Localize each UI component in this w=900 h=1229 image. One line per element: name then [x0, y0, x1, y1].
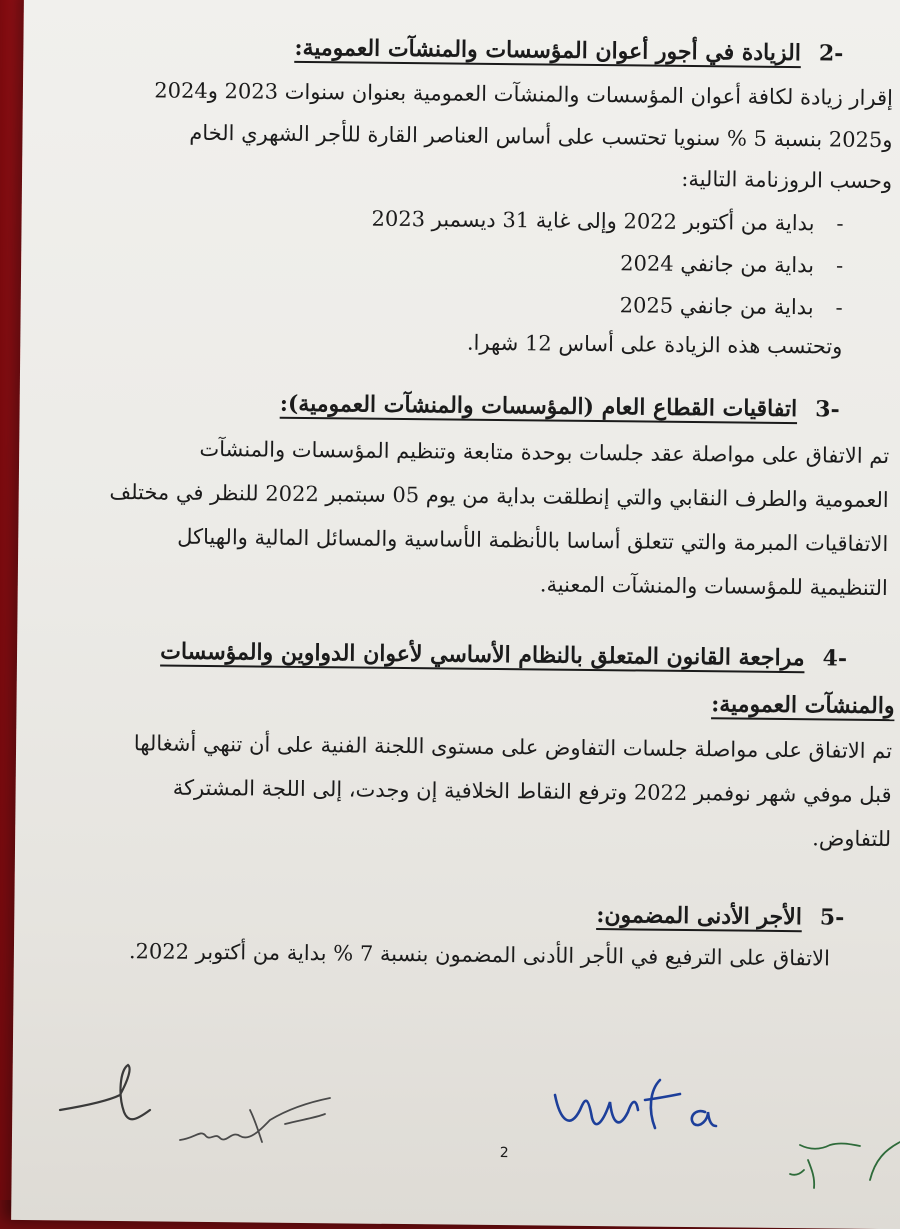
paragraph-line: التنظيمية للمؤسسات والمنشآت المعنية.: [539, 572, 888, 601]
section-3-heading: -3اتفاقيات القطاع العام (المؤسسات والمنشآت العمومية):: [279, 390, 840, 423]
signature-blue: [555, 1080, 716, 1128]
page-number: 2: [499, 1145, 509, 1162]
paragraph-line: تم الاتفاق على مواصلة عقد جلسات بوحدة متابعة وتنظيم المؤسسات والمنشآت: [199, 436, 890, 469]
paragraph-line: للتفاوض.: [812, 826, 892, 852]
document-page: [11, 0, 900, 1229]
paragraph-line: وتحتسب هذه الزيادة على أساس 12 شهرا.: [466, 330, 843, 359]
section-5-heading: -5الأجر الأدنى المضمون:: [596, 902, 845, 931]
section-title: الزيادة في أجور أعوان المؤسسات والمنشآت العمومية:: [294, 34, 802, 67]
section-number: -2: [818, 40, 844, 67]
signature-bottom-right: [790, 1142, 900, 1188]
paragraph-line: العمومية والطرف النقابي والتي إنطلقت بداية من يوم 05 سبتمبر 2022 للنظر في مختلف: [109, 479, 889, 513]
signatures: [0, 1050, 900, 1200]
section-title: الأجر الأدنى المضمون:: [596, 902, 803, 931]
list-item: -بداية من جانفي 2025: [619, 293, 843, 320]
signature-left: [60, 1065, 150, 1119]
paragraph-line: الاتفاقيات المبرمة والتي تتعلق أساسا بالأنظمة الأساسية والمسائل المالية والهياكل: [177, 524, 889, 557]
list-item: -بداية من أكتوبر 2022 وإلى غاية 31 ديسمبر 2023: [371, 206, 844, 236]
signature-middle: [180, 1098, 330, 1142]
paragraph-line: قبل موفي شهر نوفمبر 2022 وترفع النقاط الخلافية إن وجدت، إلى اللجة المشتركة: [172, 775, 892, 808]
page-content: [11, 0, 900, 1199]
paragraph-line: وحسب الروزنامة التالية:: [681, 166, 893, 194]
section-title: اتفاقيات القطاع العام (المؤسسات والمنشآت العمومية):: [279, 390, 798, 423]
section-title: مراجعة القانون المتعلق بالنظام الأساسي لأعوان الدواوين والمؤسسات: [160, 638, 805, 672]
list-item: -بداية من جانفي 2024: [620, 251, 844, 278]
paragraph-line: و2025 بنسبة 5 % سنويا تحتسب على أساس العناصر القارة للأجر الشهري الخام: [189, 120, 893, 153]
section-4-heading-continued: والمنشآت العمومية:: [711, 691, 895, 720]
paragraph-line: الاتفاق على الترفيع في الأجر الأدنى المضمون بنسبة 7 % بداية من أكتوبر 2022.: [128, 939, 831, 971]
paragraph-line: إقرار زيادة لكافة أعوان المؤسسات والمنشآت العمومية بعنوان سنوات 2023 و2024: [154, 78, 894, 111]
paragraph-line: تم الاتفاق على مواصلة جلسات التفاوض على مستوى اللجنة الفنية على أن تنهي أشغالها: [133, 731, 893, 764]
section-2-heading: [294, 35, 843, 67]
section-4-heading: -4مراجعة القانون المتعلق بالنظام الأساسي لأعوان الدواوين والمؤسسات: [160, 638, 848, 672]
